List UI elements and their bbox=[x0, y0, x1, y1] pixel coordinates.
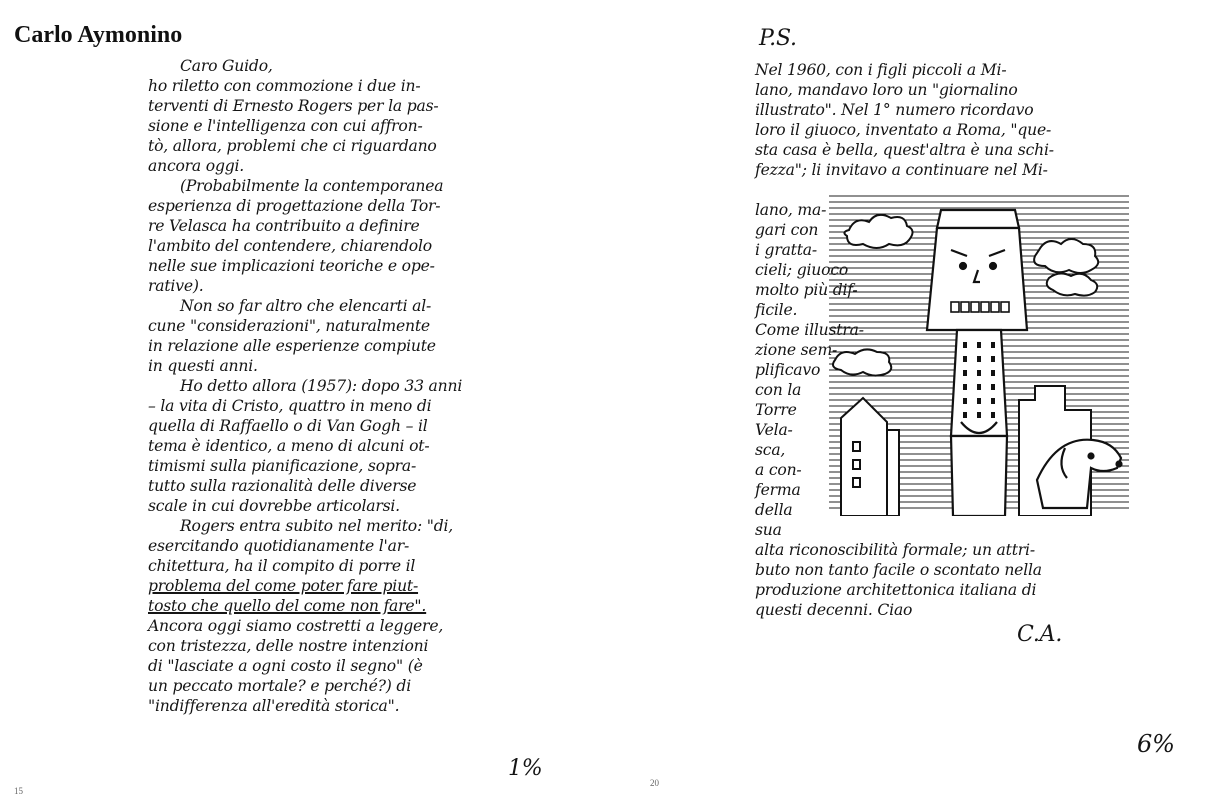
ps-side-line: Vela- bbox=[755, 421, 793, 439]
letter-line: Ho detto allora (1957): dopo 33 anni bbox=[180, 377, 463, 395]
letter-line: ancora oggi. bbox=[148, 157, 245, 175]
letter-line: – la vita di Cristo, quattro in meno di bbox=[148, 397, 432, 415]
ps-side-line: ferma bbox=[755, 481, 801, 499]
letter-line: sione e l'intelligenza con cui affron- bbox=[148, 117, 423, 135]
author-heading: Carlo Aymonino bbox=[14, 22, 183, 48]
ps-side-line: i gratta- bbox=[755, 241, 817, 259]
ps-closing-line: buto non tanto facile o scontato nella bbox=[755, 561, 1042, 579]
ps-line: fezza"; li invitavo a continuare nel Mi- bbox=[755, 161, 1048, 179]
ps-side-line: Torre bbox=[755, 401, 797, 419]
letter-line: in relazione alle esperienze compiute bbox=[148, 337, 436, 355]
postscript-text bbox=[755, 60, 1135, 180]
letter-line: esercitando quotidianamente l'ar- bbox=[148, 537, 410, 555]
page-number-left: 15 bbox=[14, 786, 23, 796]
ps-side-line: ficile. bbox=[755, 301, 798, 319]
postscript-closing bbox=[755, 540, 1155, 620]
ps-side-line: molto più dif- bbox=[755, 281, 858, 299]
ps-side-line: plificavo bbox=[755, 361, 821, 379]
ps-line: sta casa è bella, quest'altra è una schi- bbox=[755, 141, 1054, 159]
letter-line: cune "considerazioni", naturalmente bbox=[148, 317, 430, 335]
letter-line-underlined: tosto che quello del come non fare". bbox=[148, 597, 427, 615]
letter-line: re Velasca ha contribuito a definire bbox=[148, 217, 420, 235]
ps-side-line: della bbox=[755, 501, 793, 519]
letter-line: (Probabilmente la contemporanea bbox=[180, 177, 444, 195]
letter-line: tema è identico, a meno di alcuni ot- bbox=[148, 437, 430, 455]
handwritten-letter bbox=[148, 56, 488, 716]
letter-line: di "lasciate a ogni costo il segno" (è bbox=[148, 657, 423, 675]
letter-line: Non so far altro che elencarti al- bbox=[180, 297, 432, 315]
ps-side-line: Come illustra- bbox=[755, 321, 864, 339]
letter-line: un peccato mortale? e perché?) di bbox=[148, 677, 411, 695]
letter-line: l'ambito del contendere, chiarendolo bbox=[148, 237, 432, 255]
margin-mark-right: 6% bbox=[1137, 730, 1175, 758]
ps-side-line: sca, bbox=[755, 441, 786, 459]
ps-closing-line: produzione architettonica italiana di bbox=[755, 581, 1037, 599]
letter-line: timismi sulla pianificazione, sopra- bbox=[148, 457, 417, 475]
letter-line-underlined: problema del come poter fare piut- bbox=[148, 577, 419, 595]
letter-line: nelle sue implicazioni teoriche e ope- bbox=[148, 257, 435, 275]
letter-line: rative). bbox=[148, 277, 204, 295]
torre-velasca-drawing bbox=[829, 190, 1129, 516]
letter-line: chitettura, ha il compito di porre il bbox=[148, 557, 416, 575]
ps-side-line: con la bbox=[755, 381, 802, 399]
ps-closing-line: alta riconoscibilità formale; un attri- bbox=[755, 541, 1035, 559]
postscript-label: P.S. bbox=[759, 26, 797, 51]
ps-side-line: cieli; giuoco bbox=[755, 261, 849, 279]
page-number-center: 20 bbox=[650, 778, 659, 788]
letter-line: ho riletto con commozione i due in- bbox=[148, 77, 421, 95]
letter-line: Caro Guido, bbox=[180, 57, 273, 75]
ps-line: lano, mandavo loro un "giornalino bbox=[755, 81, 1018, 99]
letter-line: con tristezza, delle nostre intenzioni bbox=[148, 637, 429, 655]
margin-mark-left: 1% bbox=[508, 756, 543, 781]
ps-side-line: lano, ma- bbox=[755, 201, 827, 219]
ps-side-line: zione sem- bbox=[755, 341, 838, 359]
letter-line: tò, allora, problemi che ci riguardano bbox=[148, 137, 437, 155]
letter-line: terventi di Ernesto Rogers per la pas- bbox=[148, 97, 439, 115]
ps-line: Nel 1960, con i figli piccoli a Mi- bbox=[755, 61, 1007, 79]
ps-line: loro il giuoco, inventato a Roma, "que- bbox=[755, 121, 1052, 139]
letter-line: tutto sulla razionalità delle diverse bbox=[148, 477, 417, 495]
ps-line: illustrato". Nel 1° numero ricordavo bbox=[755, 101, 1034, 119]
ps-side-line: a con- bbox=[755, 461, 802, 479]
letter-line: esperienza di progettazione della Tor- bbox=[148, 197, 441, 215]
signature-initials: C.A. bbox=[1017, 622, 1063, 647]
letter-line: Ancora oggi siamo costretti a leggere, bbox=[148, 617, 444, 635]
letter-line: "indifferenza all'eredità storica". bbox=[148, 697, 400, 715]
ps-closing-line: questi decenni. Ciao bbox=[755, 601, 913, 619]
ps-side-line: sua bbox=[755, 521, 782, 539]
tower-figure bbox=[927, 210, 1027, 516]
letter-line: in questi anni. bbox=[148, 357, 258, 375]
letter-line: Rogers entra subito nel merito: "di, bbox=[180, 517, 454, 535]
right-page bbox=[609, 0, 1218, 800]
ps-side-line: gari con bbox=[755, 221, 819, 239]
letter-line: quella di Raffaello o di Van Gogh – il bbox=[148, 417, 428, 435]
letter-line: scale in cui dovrebbe articolarsi. bbox=[148, 497, 400, 515]
